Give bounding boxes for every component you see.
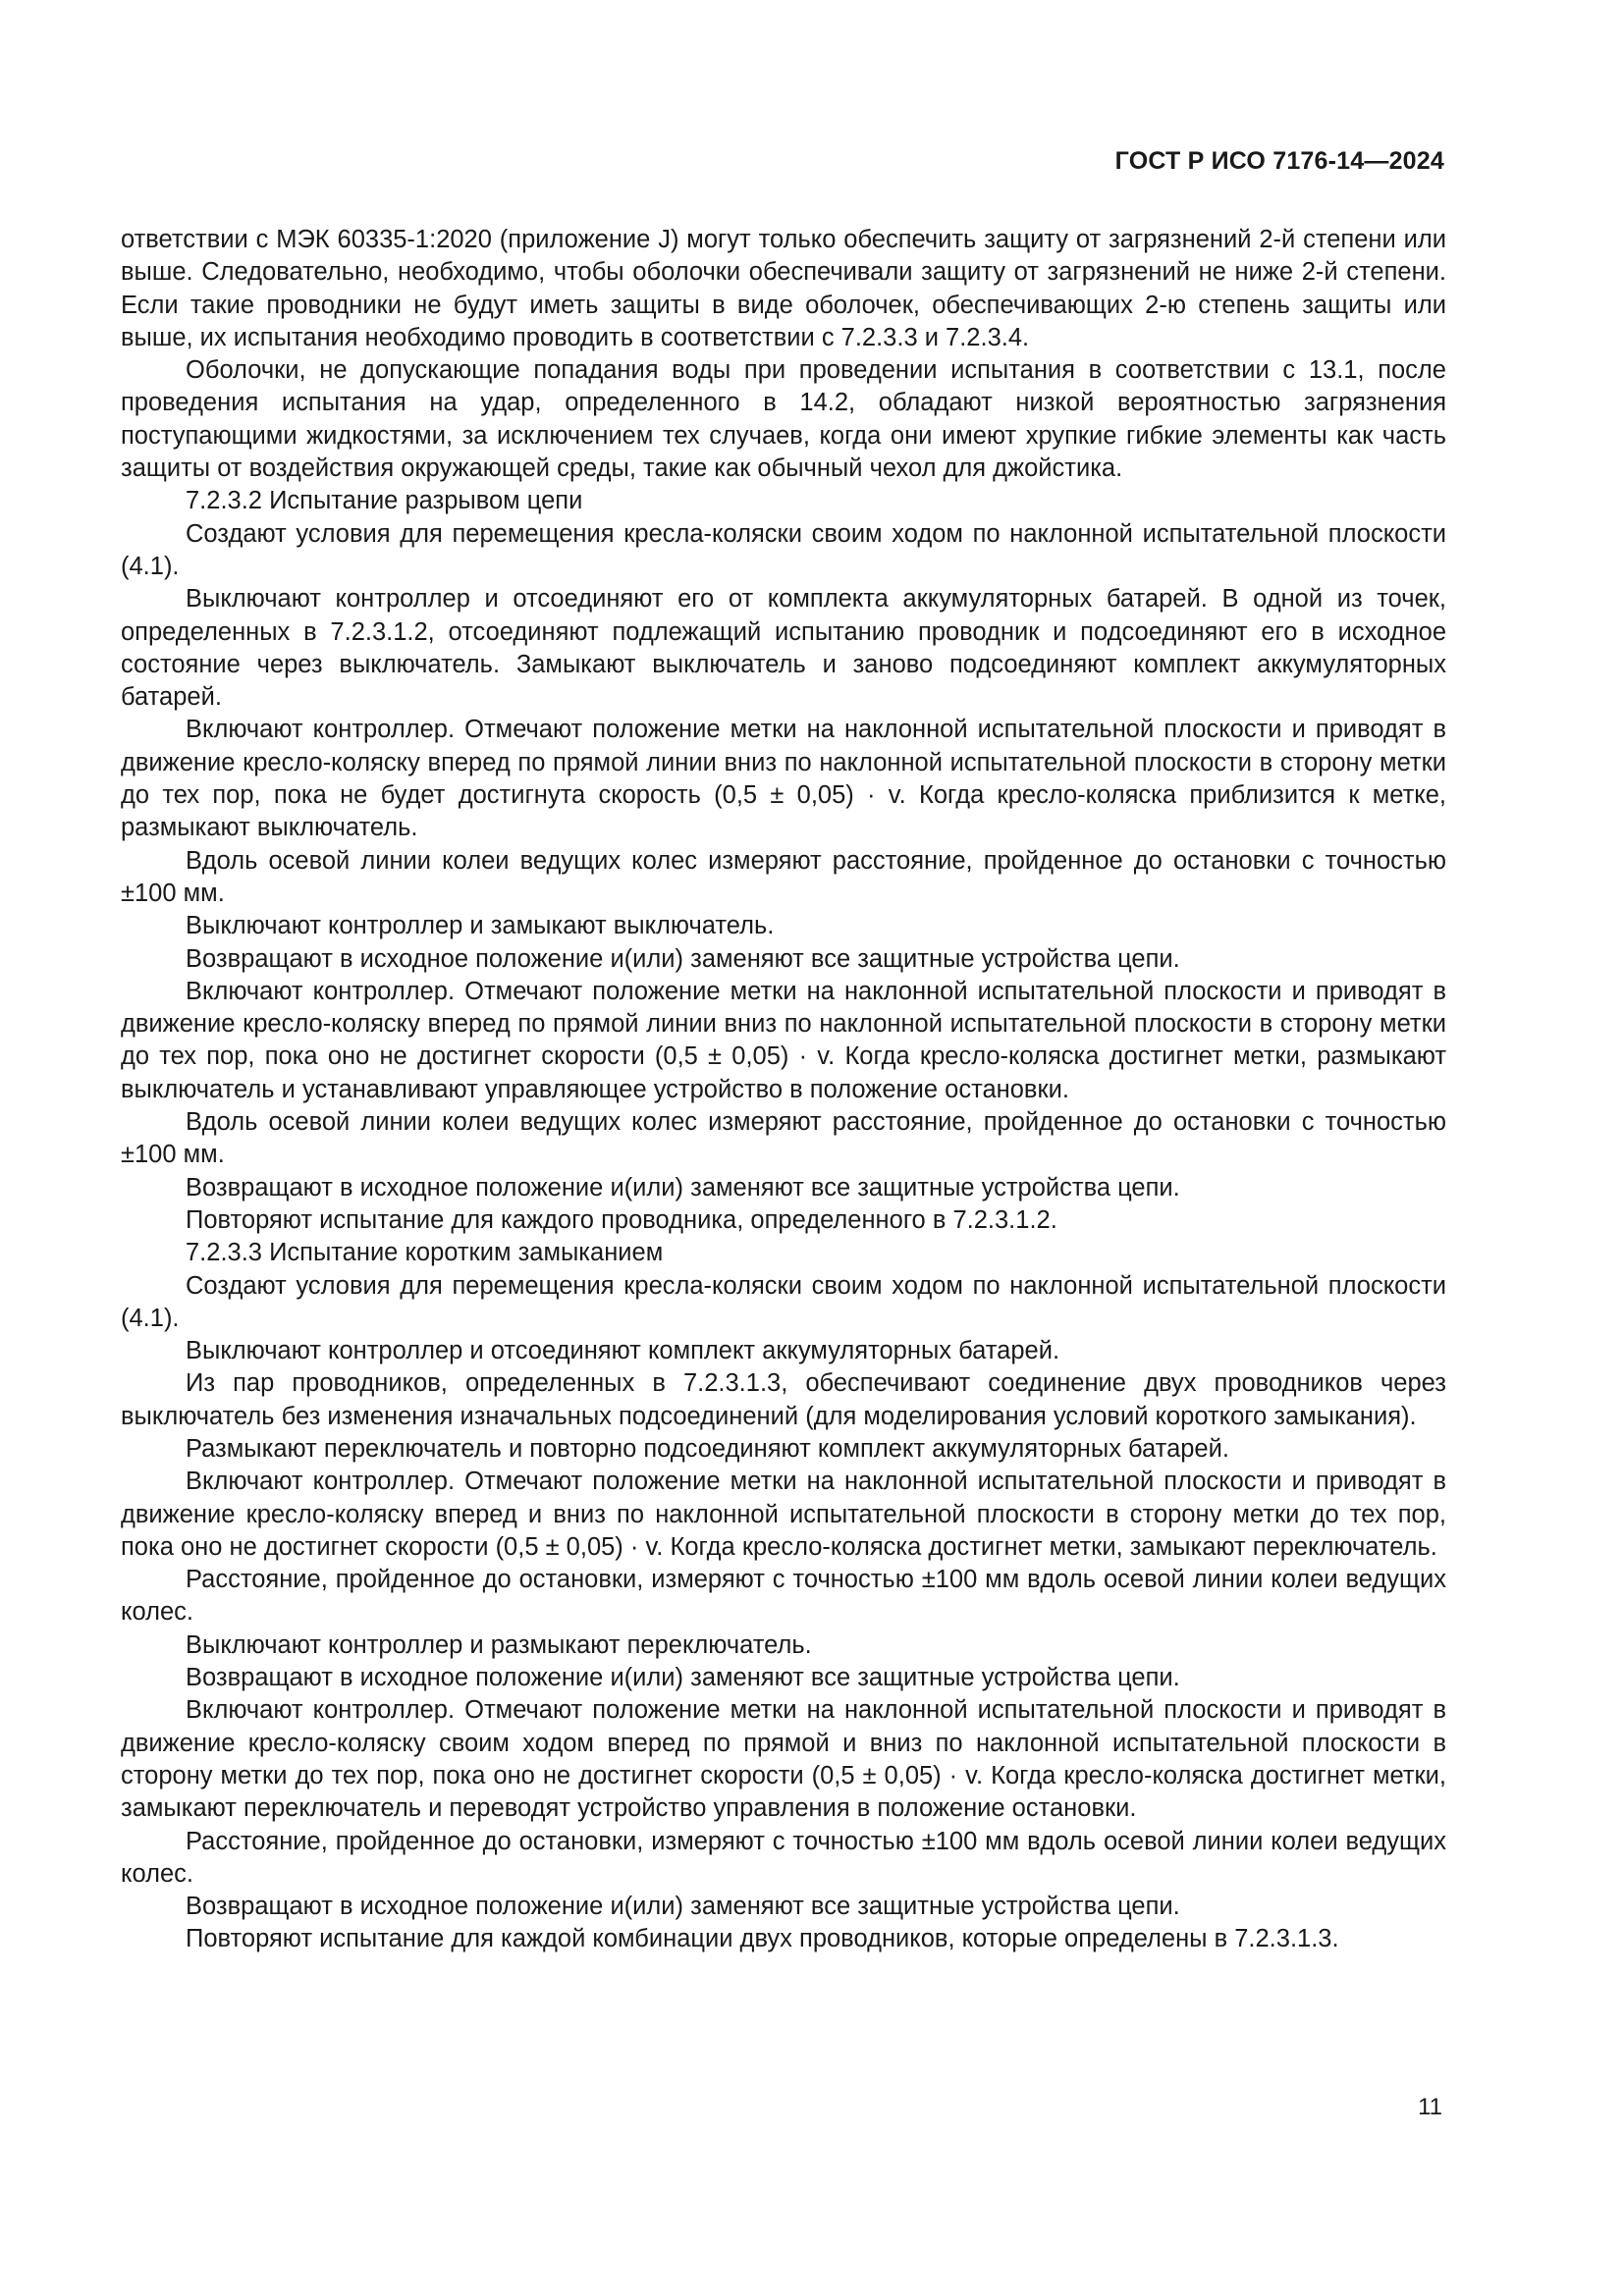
paragraph: Повторяют испытание для каждого проводника, определенного в 7.2.3.1.2.: [186, 1205, 1057, 1234]
paragraph: Включают контроллер. Отмечают положение метки на наклонной испытательной плоскости и приводят в движение кресло-коляску вперед по прямой линии вниз по наклонной испытательной плоскости в сторону метки до тех пор, пока не будет достигнута скорость (0,5 ± 0,05) · v. Когда кресло-коляска приблизится к метке, размыкают выключатель.: [121, 716, 1446, 842]
section-heading: 7.2.3.2 Испытание разрывом цепи: [186, 487, 583, 515]
paragraph: Возвращают в исходное положение и(или) заменяют все защитные устройства цепи.: [186, 1664, 1180, 1692]
paragraph: Размыкают переключатель и повторно подсоединяют комплект аккумуляторных батарей.: [186, 1434, 1229, 1463]
paragraph: Из пар проводников, определенных в 7.2.3.1.3, обеспечивают соединение двух проводников через выключатель без изменения изначальных подсоединений (для моделирования условий короткого замыкания).: [121, 1369, 1446, 1430]
page-number: 11: [1418, 2094, 1442, 2120]
paragraph: Возвращают в исходное положение и(или) заменяют все защитные устройства цепи.: [186, 944, 1180, 973]
section-heading: 7.2.3.3 Испытание коротким замыканием: [186, 1239, 664, 1267]
paragraph: Оболочки, не допускающие попадания воды при проведении испытания в соответствии с 13.1, после проведения испытания на удар, определенного в 14.2, обладают низкой вероятностью загрязнения поступающими жидкостями, за исключением тех случаев, когда они имеют хрупкие гибкие элементы как часть защиты от воздействия окружающей среды, такие как обычный чехол для джойстика.: [121, 356, 1446, 483]
paragraph: Возвращают в исходное положение и(или) заменяют все защитные устройства цепи.: [186, 1173, 1180, 1201]
paragraph: Создают условия для перемещения кресла-коляски своим ходом по наклонной испытательной плоскости (4.1).: [121, 519, 1446, 580]
paragraph: Расстояние, пройденное до остановки, измеряют с точностью ±100 мм вдоль осевой линии колеи ведущих колес.: [121, 1566, 1446, 1627]
paragraph: Выключают контроллер и отсоединяют комплект аккумуляторных батарей.: [186, 1337, 1060, 1365]
paragraph: Включают контроллер. Отмечают положение метки на наклонной испытательной плоскости и приводят в движение кресло-коляску вперед и вниз по наклонной испытательной плоскости в сторону метки до тех пор, пока оно не достигнет скорости (0,5 ± 0,05) · v. Когда кресло-коляска достигнет метки, замыкают переключатель.: [121, 1468, 1446, 1561]
paragraph: Возвращают в исходное положение и(или) заменяют все защитные устройства цепи.: [186, 1893, 1180, 1921]
paragraph: ответствии с МЭК 60335-1:2020 (приложение J) могут только обеспечить защиту от загрязнений 2-й степени или выше. Следовательно, необходимо, чтобы оболочки обеспечивали защиту от загрязнений не ниже 2-й степени. Если такие проводники не будут иметь защиты в виде оболочек, обеспечивающих 2-ю степень защиты или выше, их испытания необходимо проводить в соответствии с 7.2.3.3 и 7.2.3.4.: [121, 226, 1446, 351]
paragraph: Выключают контроллер и отсоединяют его от комплекта аккумуляторных батарей. В одной из точек, определенных в 7.2.3.1.2, отсоединяют подлежащий испытанию проводник и подсоединяют его в исходное состояние через выключатель. Замыкают выключатель и заново подсоединяют комплект аккумуляторных батарей.: [121, 585, 1446, 712]
paragraph: Вдоль осевой линии колеи ведущих колес измеряют расстояние, пройденное до остановки с точностью ±100 мм.: [121, 1108, 1446, 1169]
paragraph: Выключают контроллер и размыкают переключатель.: [186, 1630, 812, 1659]
paragraph: Вдоль осевой линии колеи ведущих колес измеряют расстояние, пройденное до остановки с точностью ±100 мм.: [121, 846, 1446, 907]
paragraph: Повторяют испытание для каждой комбинации двух проводников, которые определены в 7.2.3.1.3.: [186, 1925, 1339, 1953]
paragraph: Создают условия для перемещения кресла-коляски своим ходом по наклонной испытательной плоскости (4.1).: [121, 1271, 1446, 1332]
paragraph: Включают контроллер. Отмечают положение метки на наклонной испытательной плоскости и приводят в движение кресло-коляску вперед по прямой линии вниз по наклонной испытательной плоскости в сторону метки до тех пор, пока оно не достигнет скорости (0,5 ± 0,05) · v. Когда кресло-коляска достигнет метки, размыкают выключатель и устанавливают управляющее устройство в положение остановки.: [121, 977, 1446, 1103]
document-header: ГОСТ Р ИСО 7176-14—2024: [1114, 147, 1444, 175]
paragraph: Расстояние, пройденное до остановки, измеряют с точностью ±100 мм вдоль осевой линии колеи ведущих колес.: [121, 1827, 1446, 1888]
document-body: [121, 224, 1446, 1956]
paragraph: Выключают контроллер и замыкают выключатель.: [186, 912, 775, 940]
paragraph: Включают контроллер. Отмечают положение метки на наклонной испытательной плоскости и приводят в движение кресло-коляску своим ходом вперед по прямой и вниз по наклонной испытательной плоскости в сторону метки до тех пор, пока оно не достигнет скорости (0,5 ± 0,05) · v. Когда кресло-коляска достигнет метки, замыкают переключатель и переводят устройство управления в положение остановки.: [121, 1696, 1446, 1823]
